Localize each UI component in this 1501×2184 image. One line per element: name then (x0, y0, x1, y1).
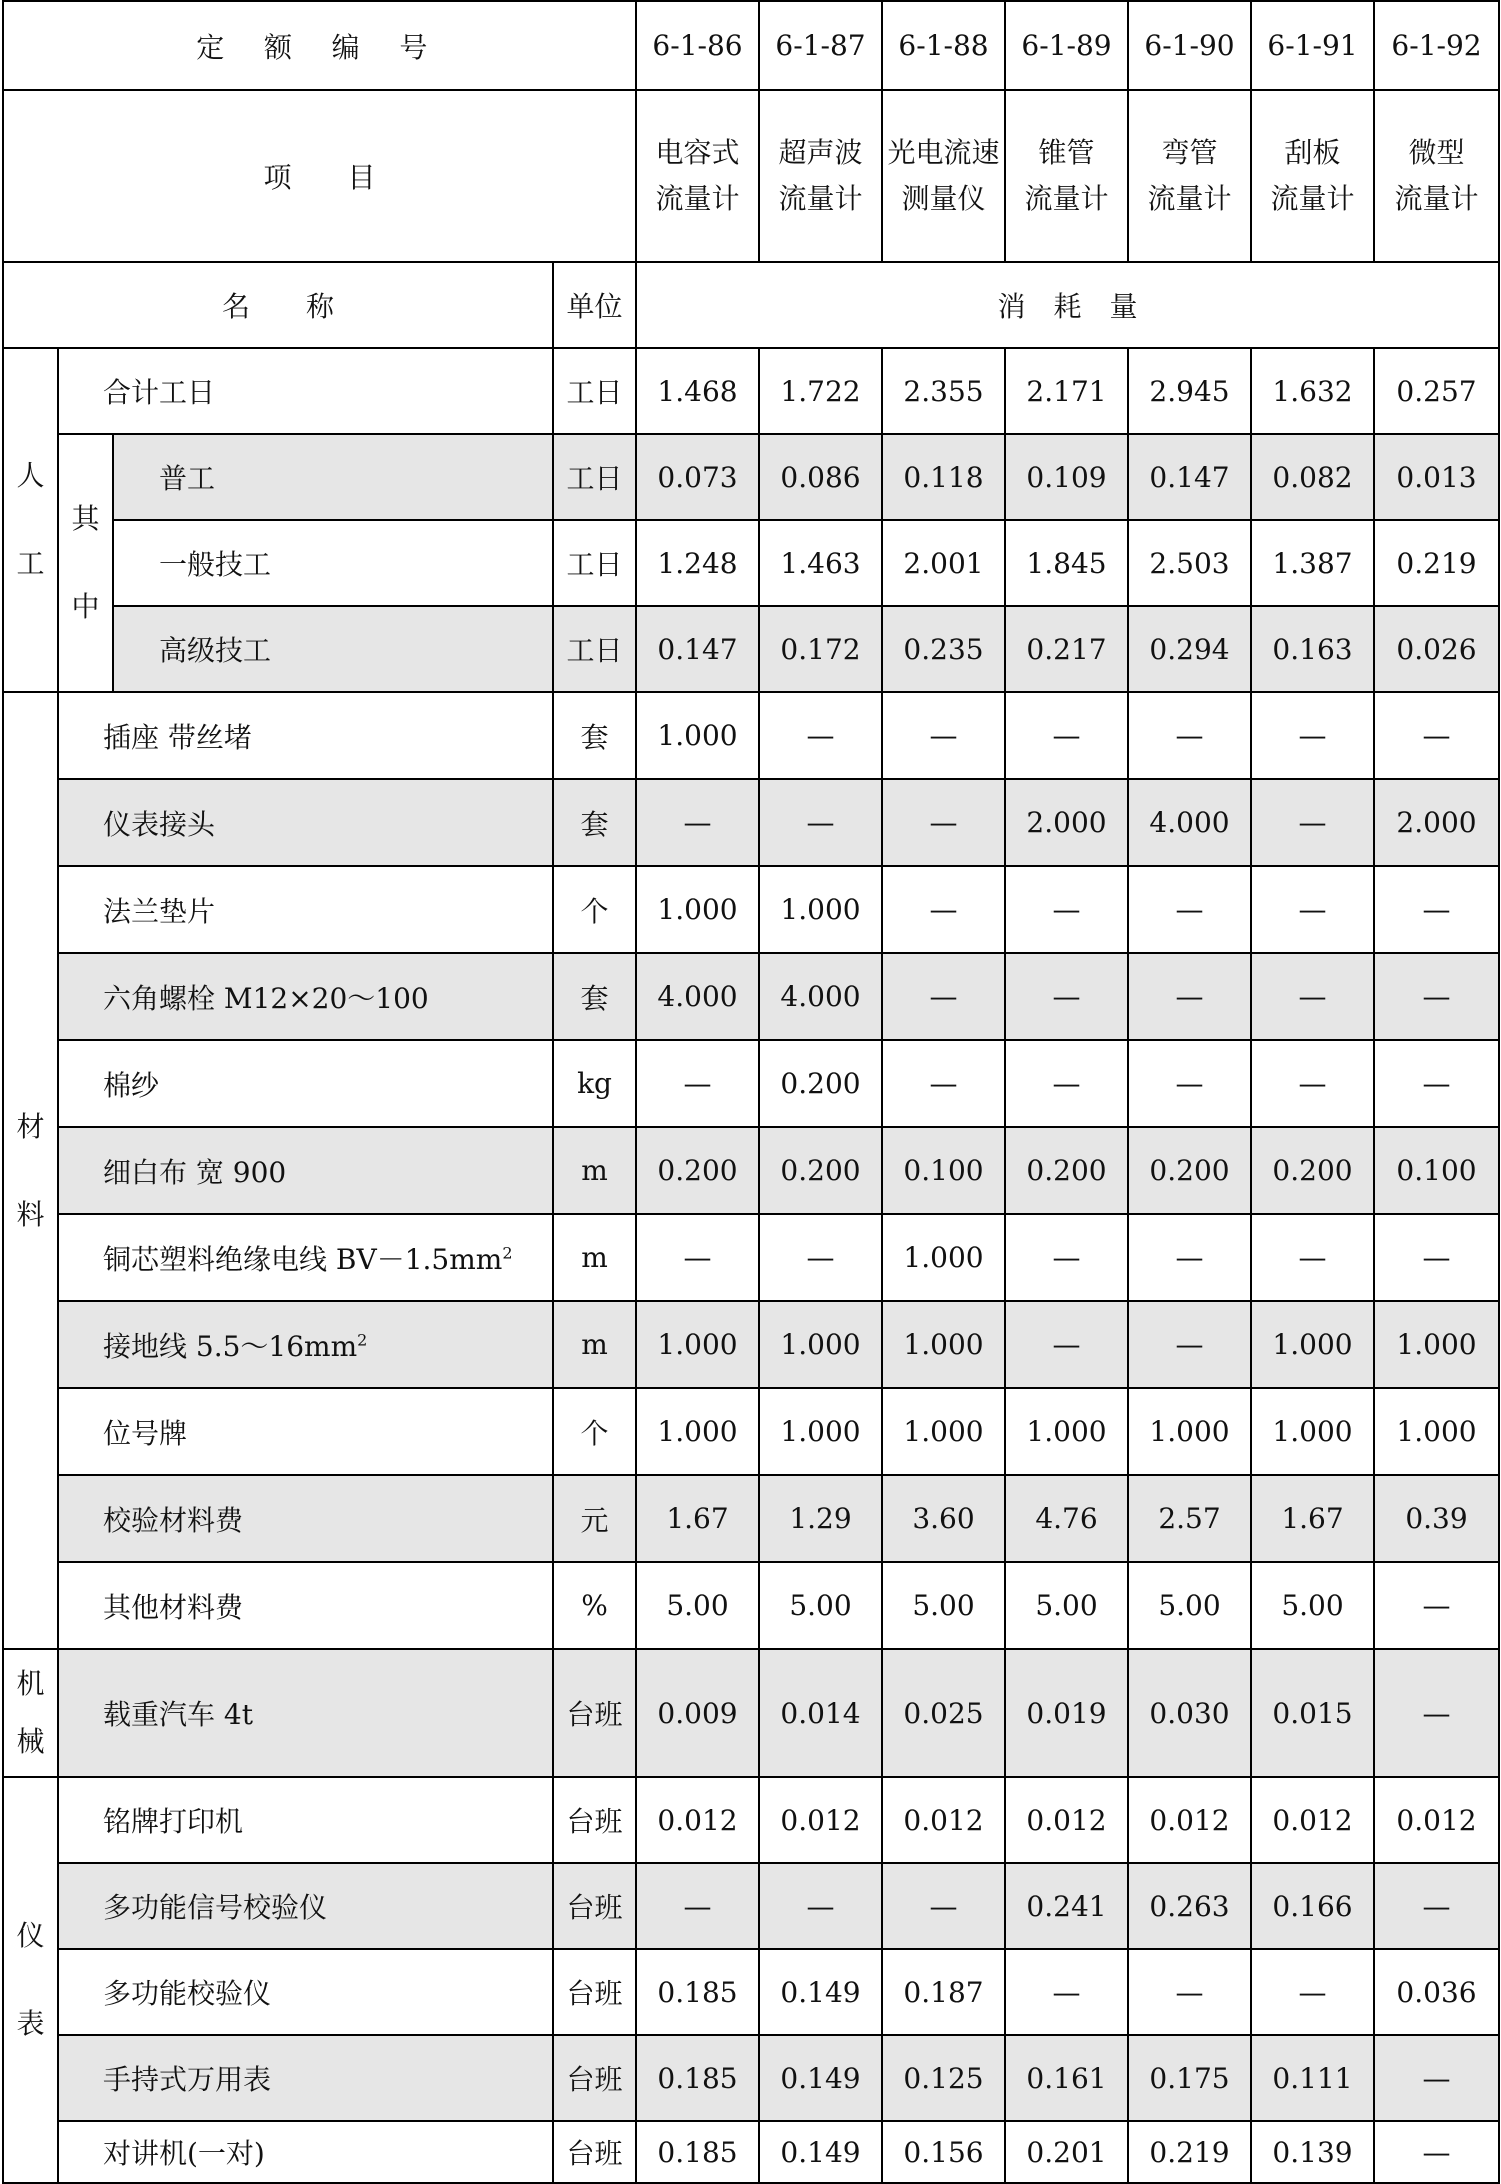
value-cell: 1.845 (1005, 520, 1128, 606)
item-line-1: 锥管 (1038, 136, 1095, 169)
value-cell: 1.000 (1005, 1388, 1128, 1475)
value-cell: — (1128, 866, 1251, 953)
value-cell: 0.111 (1251, 2035, 1374, 2121)
row-unit: 个 (553, 1388, 636, 1475)
value-cell: 0.185 (636, 2035, 759, 2121)
value-cell: 5.00 (1128, 1562, 1251, 1649)
row-unit: 台班 (553, 1863, 636, 1949)
table-row (3, 2121, 1499, 2183)
value-cell: 3.60 (882, 1475, 1005, 1562)
value-cell: 5.00 (882, 1562, 1005, 1649)
item-line-1: 刮板 (1284, 136, 1341, 169)
value-cell: — (636, 1214, 759, 1301)
code-cell: 6-1-91 (1251, 1, 1374, 90)
row-unit: m (553, 1301, 636, 1388)
value-cell: 1.000 (636, 1301, 759, 1388)
value-cell: — (882, 1863, 1005, 1949)
value-cell: 0.109 (1005, 434, 1128, 520)
value-cell: 4.76 (1005, 1475, 1128, 1562)
code-label: 定 额 编 号 (3, 1, 636, 90)
group-char: 料 (16, 1197, 45, 1231)
group-labor (3, 348, 58, 692)
value-cell: 0.036 (1374, 1949, 1499, 2035)
value-cell: 1.000 (1251, 1388, 1374, 1475)
name-label: 名 称 (3, 262, 553, 348)
value-cell: — (1128, 953, 1251, 1040)
value-cell: 1.000 (882, 1388, 1005, 1475)
table-row (3, 434, 1499, 520)
value-cell: 1.463 (759, 520, 882, 606)
item-line-2: 流量计 (1147, 182, 1232, 215)
value-cell: — (1005, 866, 1128, 953)
value-cell: — (1374, 692, 1499, 779)
row-unit: m (553, 1127, 636, 1214)
value-cell: — (1374, 1649, 1499, 1777)
item-line-2: 流量计 (778, 182, 863, 215)
value-cell: 1.000 (759, 1388, 882, 1475)
value-cell: 1.722 (759, 348, 882, 434)
value-cell: 2.001 (882, 520, 1005, 606)
value-cell: — (1005, 1214, 1128, 1301)
row-unit: 台班 (553, 2035, 636, 2121)
item-cell (759, 90, 882, 262)
group-char: 中 (71, 590, 100, 623)
value-cell: 1.67 (636, 1475, 759, 1562)
row-unit: 工日 (553, 348, 636, 434)
table-row (3, 866, 1499, 953)
value-cell: 0.012 (1005, 1777, 1128, 1863)
value-cell: 4.000 (636, 953, 759, 1040)
value-cell: 5.00 (759, 1562, 882, 1649)
value-cell: — (636, 1040, 759, 1127)
value-cell: 2.000 (1005, 779, 1128, 866)
row-unit: 台班 (553, 2121, 636, 2183)
row-unit: 工日 (553, 606, 636, 692)
value-cell: 0.100 (882, 1127, 1005, 1214)
value-cell: 0.163 (1251, 606, 1374, 692)
row-unit: 套 (553, 692, 636, 779)
value-cell: 0.012 (882, 1777, 1005, 1863)
value-cell: 1.000 (1374, 1301, 1499, 1388)
table-row (3, 1949, 1499, 2035)
row-name-cell (58, 1301, 553, 1388)
group-char: 械 (16, 1725, 45, 1758)
table-row (3, 1388, 1499, 1475)
row-name: 多功能校验仪 (58, 1949, 553, 2035)
table-row (3, 2035, 1499, 2121)
value-cell: 0.217 (1005, 606, 1128, 692)
value-cell: — (1128, 692, 1251, 779)
row-name: 对讲机(一对) (58, 2121, 553, 2183)
row-unit: m (553, 1214, 636, 1301)
value-cell: 0.009 (636, 1649, 759, 1777)
value-cell: — (759, 692, 882, 779)
value-cell: 0.147 (1128, 434, 1251, 520)
row-unit: 台班 (553, 1777, 636, 1863)
row-name: 铭牌打印机 (58, 1777, 553, 1863)
consumption-label: 消 耗 量 (636, 262, 1499, 348)
value-cell: 0.118 (882, 434, 1005, 520)
code-cell: 6-1-87 (759, 1, 882, 90)
value-cell: 0.219 (1374, 520, 1499, 606)
header-code-row (3, 1, 1499, 90)
table-row (3, 606, 1499, 692)
value-cell: 1.387 (1251, 520, 1374, 606)
table-row (3, 1040, 1499, 1127)
value-cell: 0.026 (1374, 606, 1499, 692)
value-cell: — (1251, 1040, 1374, 1127)
value-cell: 0.200 (1128, 1127, 1251, 1214)
row-name: 铜芯塑料绝缘电线 BV－1.5mm (103, 1242, 503, 1276)
value-cell: 0.013 (1374, 434, 1499, 520)
value-cell: 0.125 (882, 2035, 1005, 2121)
table-row (3, 1214, 1499, 1301)
value-cell: — (1374, 866, 1499, 953)
row-name: 载重汽车 4t (58, 1649, 553, 1777)
group-instrument (3, 1777, 58, 2183)
row-name: 插座 带丝堵 (58, 692, 553, 779)
code-cell: 6-1-92 (1374, 1, 1499, 90)
value-cell: 0.012 (759, 1777, 882, 1863)
item-cell (1128, 90, 1251, 262)
value-cell: — (1251, 692, 1374, 779)
value-cell: 2.355 (882, 348, 1005, 434)
item-cell (1374, 90, 1499, 262)
item-line-1: 超声波 (778, 136, 863, 169)
value-cell: 0.082 (1251, 434, 1374, 520)
value-cell: — (1251, 866, 1374, 953)
value-cell: 0.200 (1005, 1127, 1128, 1214)
table-row (3, 520, 1499, 606)
row-unit: 台班 (553, 1949, 636, 2035)
value-cell: 2.000 (1374, 779, 1499, 866)
row-name: 其他材料费 (58, 1562, 553, 1649)
value-cell: 0.219 (1128, 2121, 1251, 2183)
value-cell: 0.012 (1251, 1777, 1374, 1863)
row-name: 多功能信号校验仪 (58, 1863, 553, 1949)
row-name: 法兰垫片 (58, 866, 553, 953)
group-char: 表 (16, 2007, 45, 2040)
item-line-1: 微型 (1408, 136, 1465, 169)
value-cell: 0.201 (1005, 2121, 1128, 2183)
row-unit: kg (553, 1040, 636, 1127)
group-char: 其 (71, 502, 100, 535)
value-cell: — (882, 692, 1005, 779)
group-machine (3, 1649, 58, 1777)
row-name: 校验材料费 (58, 1475, 553, 1562)
group-char: 材 (16, 1109, 45, 1143)
value-cell: 0.241 (1005, 1863, 1128, 1949)
value-cell: — (1128, 1949, 1251, 2035)
row-name: 高级技工 (113, 606, 553, 692)
item-cell (1005, 90, 1128, 262)
value-cell: 5.00 (1005, 1562, 1128, 1649)
item-line-2: 流量计 (1394, 182, 1479, 215)
value-cell: — (1005, 953, 1128, 1040)
row-name: 普工 (113, 434, 553, 520)
value-cell: 5.00 (1251, 1562, 1374, 1649)
row-name: 一般技工 (113, 520, 553, 606)
value-cell: 0.187 (882, 1949, 1005, 2035)
row-unit: 个 (553, 866, 636, 953)
item-line-1: 弯管 (1161, 136, 1218, 169)
value-cell: 1.632 (1251, 348, 1374, 434)
value-cell: — (882, 866, 1005, 953)
value-cell: 0.39 (1374, 1475, 1499, 1562)
row-unit: 工日 (553, 520, 636, 606)
value-cell: 0.100 (1374, 1127, 1499, 1214)
value-cell: 1.000 (1374, 1388, 1499, 1475)
value-cell: — (1374, 2035, 1499, 2121)
superscript: 2 (357, 1330, 368, 1350)
value-cell: 0.185 (636, 2121, 759, 2183)
value-cell: 0.200 (1251, 1127, 1374, 1214)
row-unit: % (553, 1562, 636, 1649)
group-material (3, 692, 58, 1649)
item-cell (882, 90, 1005, 262)
item-line-2: 流量计 (1270, 182, 1355, 215)
value-cell: 2.171 (1005, 348, 1128, 434)
value-cell: — (1128, 1301, 1251, 1388)
value-cell: 0.073 (636, 434, 759, 520)
code-cell: 6-1-89 (1005, 1, 1128, 90)
row-name: 位号牌 (58, 1388, 553, 1475)
value-cell: 0.139 (1251, 2121, 1374, 2183)
value-cell: 0.149 (759, 2121, 882, 2183)
value-cell: 5.00 (636, 1562, 759, 1649)
value-cell: 0.014 (759, 1649, 882, 1777)
value-cell: — (1374, 1040, 1499, 1127)
value-cell: 0.175 (1128, 2035, 1251, 2121)
value-cell: 0.294 (1128, 606, 1251, 692)
table-row (3, 1863, 1499, 1949)
group-char: 机 (16, 1667, 45, 1700)
value-cell: 0.156 (882, 2121, 1005, 2183)
value-cell: 1.67 (1251, 1475, 1374, 1562)
value-cell: — (1251, 1949, 1374, 2035)
item-line-1: 电容式 (655, 136, 740, 169)
group-char: 仪 (16, 1919, 45, 1952)
value-cell: — (1374, 1863, 1499, 1949)
row-name: 六角螺栓 M12×20～100 (58, 953, 553, 1040)
superscript: 2 (502, 1243, 513, 1263)
value-cell: — (1005, 1301, 1128, 1388)
value-cell: — (1251, 1214, 1374, 1301)
value-cell: 0.030 (1128, 1649, 1251, 1777)
table-row (3, 692, 1499, 779)
value-cell: 0.147 (636, 606, 759, 692)
value-cell: — (882, 1040, 1005, 1127)
item-line-2: 流量计 (655, 182, 740, 215)
header-name-row (3, 262, 1499, 348)
value-cell: — (1374, 1214, 1499, 1301)
value-cell: 0.172 (759, 606, 882, 692)
value-cell: 4.000 (1128, 779, 1251, 866)
item-cell (636, 90, 759, 262)
value-cell: 0.185 (636, 1949, 759, 2035)
row-unit: 元 (553, 1475, 636, 1562)
value-cell: 1.000 (636, 866, 759, 953)
table-row (3, 1777, 1499, 1863)
code-cell: 6-1-86 (636, 1, 759, 90)
table-row (3, 779, 1499, 866)
table-row (3, 348, 1499, 434)
value-cell: — (636, 1863, 759, 1949)
value-cell: 1.000 (1128, 1388, 1251, 1475)
value-cell: 2.503 (1128, 520, 1251, 606)
value-cell: 4.000 (759, 953, 882, 1040)
value-cell: — (1251, 779, 1374, 866)
table-row (3, 1475, 1499, 1562)
value-cell: 0.200 (636, 1127, 759, 1214)
unit-label: 单位 (553, 262, 636, 348)
value-cell: 0.019 (1005, 1649, 1128, 1777)
value-cell: — (1374, 1562, 1499, 1649)
value-cell: — (1374, 953, 1499, 1040)
row-unit: 工日 (553, 434, 636, 520)
value-cell: 2.57 (1128, 1475, 1251, 1562)
value-cell: — (759, 1214, 882, 1301)
row-unit: 套 (553, 953, 636, 1040)
table-row (3, 1562, 1499, 1649)
value-cell: — (882, 953, 1005, 1040)
value-cell: 0.200 (759, 1127, 882, 1214)
value-cell: — (1251, 953, 1374, 1040)
value-cell: — (882, 779, 1005, 866)
row-unit: 套 (553, 779, 636, 866)
value-cell: — (1128, 1214, 1251, 1301)
value-cell: 0.263 (1128, 1863, 1251, 1949)
value-cell: 0.012 (636, 1777, 759, 1863)
row-name: 接地线 5.5～16mm (103, 1329, 358, 1363)
row-name: 棉纱 (58, 1040, 553, 1127)
value-cell: 0.015 (1251, 1649, 1374, 1777)
header-item-row (3, 90, 1499, 262)
row-name: 合计工日 (58, 348, 553, 434)
value-cell: — (1128, 1040, 1251, 1127)
value-cell: 1.000 (759, 1301, 882, 1388)
group-char: 人 (16, 459, 45, 492)
value-cell: 0.086 (759, 434, 882, 520)
row-name: 细白布 宽 900 (58, 1127, 553, 1214)
value-cell: 1.000 (882, 1301, 1005, 1388)
table-row (3, 1649, 1499, 1777)
value-cell: 1.000 (636, 692, 759, 779)
row-name: 手持式万用表 (58, 2035, 553, 2121)
value-cell: — (1005, 1040, 1128, 1127)
value-cell: 1.000 (1251, 1301, 1374, 1388)
value-cell: — (1374, 2121, 1499, 2183)
value-cell: 0.149 (759, 2035, 882, 2121)
table-row (3, 1301, 1499, 1388)
value-cell: 0.025 (882, 1649, 1005, 1777)
item-label: 项 目 (3, 90, 636, 262)
value-cell: 0.012 (1374, 1777, 1499, 1863)
table-row (3, 1127, 1499, 1214)
value-cell: 1.29 (759, 1475, 882, 1562)
code-cell: 6-1-88 (882, 1, 1005, 90)
group-of-which (58, 434, 113, 692)
row-name-cell (58, 1214, 553, 1301)
value-cell: — (1005, 1949, 1128, 2035)
item-line-2: 测量仪 (901, 182, 986, 215)
value-cell: 1.000 (759, 866, 882, 953)
value-cell: 2.945 (1128, 348, 1251, 434)
group-char: 工 (16, 547, 45, 580)
row-unit: 台班 (553, 1649, 636, 1777)
item-line-1: 光电流速 (887, 136, 1000, 169)
consumption-quota-table (2, 0, 1500, 2184)
value-cell: — (636, 779, 759, 866)
value-cell: 0.200 (759, 1040, 882, 1127)
item-cell (1251, 90, 1374, 262)
value-cell: 0.166 (1251, 1863, 1374, 1949)
value-cell: — (1005, 692, 1128, 779)
value-cell: — (759, 779, 882, 866)
value-cell: 0.149 (759, 1949, 882, 2035)
value-cell: 0.012 (1128, 1777, 1251, 1863)
value-cell: — (759, 1863, 882, 1949)
value-cell: 1.468 (636, 348, 759, 434)
value-cell: 0.235 (882, 606, 1005, 692)
item-line-2: 流量计 (1024, 182, 1109, 215)
value-cell: 1.000 (882, 1214, 1005, 1301)
value-cell: 1.000 (636, 1388, 759, 1475)
value-cell: 0.257 (1374, 348, 1499, 434)
code-cell: 6-1-90 (1128, 1, 1251, 90)
row-name: 仪表接头 (58, 779, 553, 866)
value-cell: 0.161 (1005, 2035, 1128, 2121)
value-cell: 1.248 (636, 520, 759, 606)
table-row (3, 953, 1499, 1040)
